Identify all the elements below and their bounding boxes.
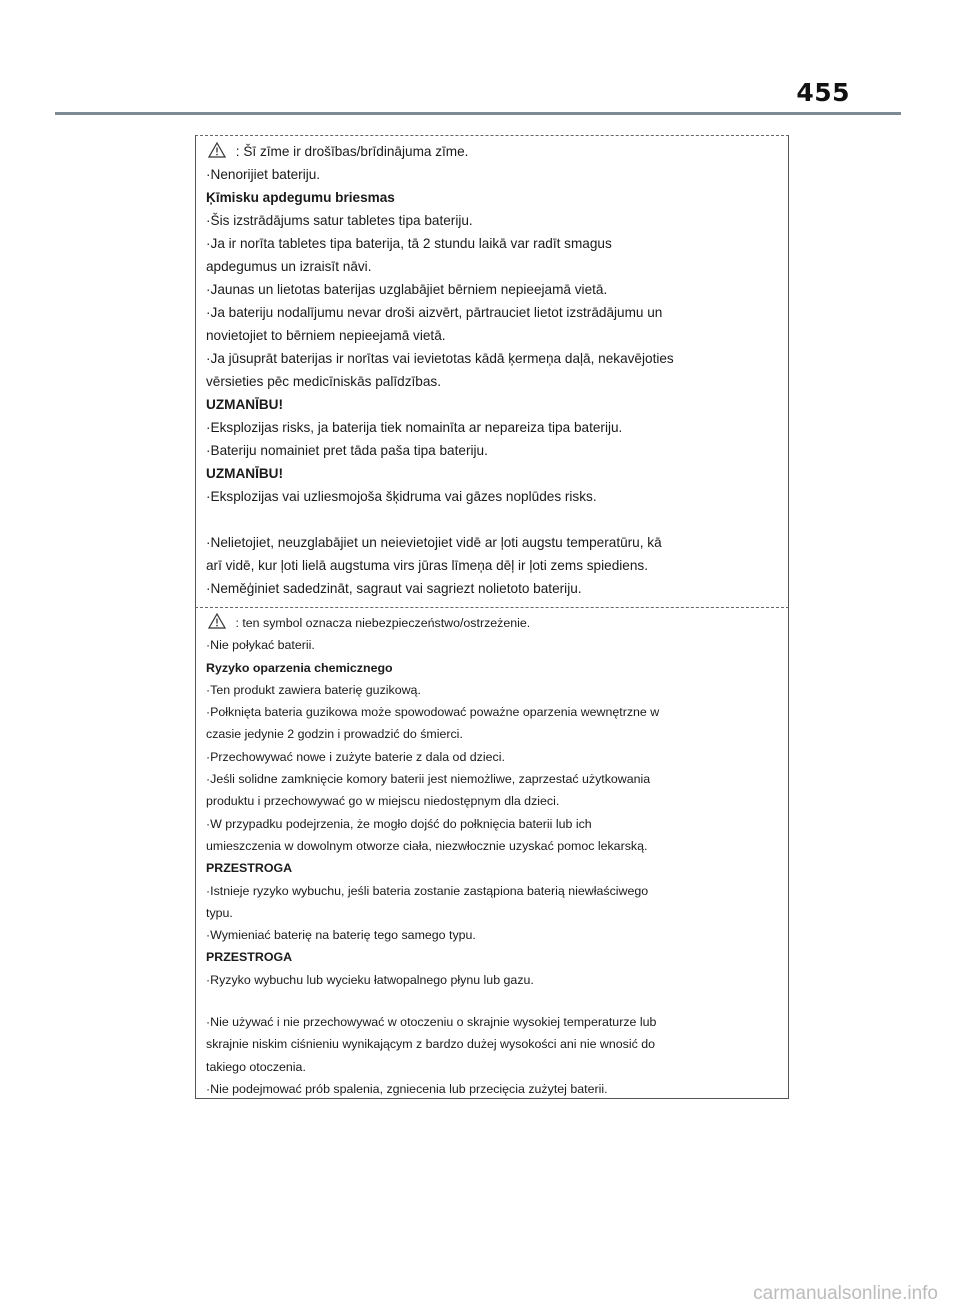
page-number: 455 — [796, 78, 850, 107]
text-line — [206, 1011, 782, 1033]
line-text: ·Bateriju nomainiet pret tāda paša tipa bateriju. — [206, 443, 488, 458]
text-line — [206, 370, 782, 393]
text-line — [206, 723, 782, 745]
line-text: ·Jaunas un lietotas baterijas uzglabājiet bērniem nepieejamā vietā. — [206, 282, 608, 297]
watermark: carmanualsonline.info — [753, 1283, 938, 1304]
text-line — [206, 880, 782, 902]
line-text: produktu i przechowywać go w miejscu niedostępnym dla dzieci. — [206, 794, 560, 809]
text-line — [206, 140, 782, 163]
line-text: ·Eksplozijas risks, ja baterija tiek nomainīta ar nepareiza tipa bateriju. — [206, 420, 623, 435]
line-text: ·Nie używać i nie przechowywać w otoczeniu o skrajnie wysokiej temperaturze lub — [206, 1015, 657, 1030]
text-line — [206, 1056, 782, 1078]
line-text: arī vidē, kur ļoti lielā augstuma virs jūras līmeņa dēļ ir ļoti zems spiediens. — [206, 558, 648, 573]
text-line — [206, 324, 782, 347]
line-text: UZMANĪBU! — [206, 466, 284, 481]
text-line — [206, 278, 782, 301]
line-text: typu. — [206, 905, 233, 920]
line-text: PRZESTROGA — [206, 861, 293, 876]
text-line — [206, 531, 782, 554]
line-text: czasie jedynie 2 godzin i prowadzić do śmierci. — [206, 727, 463, 742]
text-line — [206, 232, 782, 255]
line-text: ·Nie podejmować prób spalenia, zgniecenia lub przecięcia zużytej baterii. — [206, 1081, 608, 1096]
text-line — [206, 255, 782, 278]
line-text: takiego otoczenia. — [206, 1059, 306, 1074]
text-line — [206, 813, 782, 835]
line-text: ·Ryzyko wybuchu lub wycieku łatwopalnego płynu lub gazu. — [206, 972, 534, 987]
text-line — [206, 485, 782, 508]
line-text: novietojiet to bērniem nepieejamā vietā. — [206, 328, 446, 343]
text-line — [206, 768, 782, 790]
warning-box-latvian — [195, 135, 789, 607]
text-line — [206, 924, 782, 946]
section-heading — [206, 657, 782, 679]
text-line — [206, 1033, 782, 1055]
text-line — [206, 835, 782, 857]
warning-text-latvian — [206, 140, 782, 600]
section-heading — [206, 186, 782, 209]
text-line — [206, 969, 782, 991]
text-line — [206, 577, 782, 600]
line-text: ·Wymieniać baterię na baterię tego samego typu. — [206, 928, 476, 943]
text-line — [206, 163, 782, 186]
line-text: PRZESTROGA — [206, 950, 293, 965]
line-text: : ten symbol oznacza niebezpieczeństwo/ostrzeżenie. — [232, 616, 531, 630]
line-text: ·Ja jūsuprāt baterijas ir norītas vai ievietotas kādā ķermeņa daļā, nekavējoties — [206, 351, 674, 366]
text-line — [206, 301, 782, 324]
line-text: ·Šis izstrādājums satur tabletes tipa bateriju. — [206, 213, 473, 228]
line-text: ·Nenorijiet bateriju. — [206, 167, 321, 182]
text-line — [206, 612, 782, 634]
text-line — [206, 634, 782, 656]
line-text: ·Jeśli solidne zamknięcie komory baterii jest niemożliwe, zaprzestać użytkowania — [206, 772, 651, 787]
warning-text-polish — [206, 612, 782, 1100]
warning-triangle-icon — [208, 613, 226, 629]
text-line — [206, 439, 782, 462]
text-line — [206, 701, 782, 723]
section-heading — [206, 393, 782, 416]
text-line — [206, 416, 782, 439]
text-line — [206, 902, 782, 924]
line-text: ·Nelietojiet, neuzglabājiet un neievietojiet vidē ar ļoti augstu temperatūru, kā — [206, 535, 662, 550]
warning-triangle-icon — [208, 142, 226, 158]
text-line — [206, 347, 782, 370]
text-line — [206, 554, 782, 577]
text-line — [206, 209, 782, 232]
line-text: vērsieties pēc medicīniskās palīdzības. — [206, 374, 441, 389]
line-text: Ryzyko oparzenia chemicznego — [206, 660, 393, 675]
line-text: ·Neměģiniet sadedzināt, sagraut vai sagriezt nolietoto bateriju. — [206, 581, 582, 596]
warning-box-polish — [195, 607, 789, 1099]
line-text: apdegumus un izraisīt nāvi. — [206, 259, 372, 274]
section-heading — [206, 946, 782, 968]
line-text: ·Nie połykać baterii. — [206, 638, 315, 653]
blank-line — [206, 508, 782, 531]
line-text: ·Połknięta bateria guzikowa może spowodować poważne oparzenia wewnętrzne w — [206, 705, 660, 720]
line-text: skrajnie niskim ciśnieniu wynikającym z bardzo dużej wysokości ani nie wnosić do — [206, 1037, 656, 1052]
line-text: ·Ten produkt zawiera baterię guzikową. — [206, 682, 421, 697]
line-text: ·Istnieje ryzyko wybuchu, jeśli bateria zostanie zastąpiona baterią niewłaściwego — [206, 883, 649, 898]
section-heading — [206, 857, 782, 879]
text-line — [206, 679, 782, 701]
text-line — [206, 746, 782, 768]
line-text: ·Ja ir norīta tabletes tipa baterija, tā 2 stundu laikā var radīt smagus — [206, 236, 612, 251]
text-line — [206, 790, 782, 812]
line-text: umieszczenia w dowolnym otworze ciała, niezwłocznie uzyskać pomoc lekarską. — [206, 838, 648, 853]
section-heading — [206, 462, 782, 485]
header-rule — [55, 112, 901, 115]
line-text: ·Przechowywać nowe i zużyte baterie z dala od dzieci. — [206, 749, 505, 764]
line-text: ·Eksplozijas vai uzliesmojoša šķidruma vai gāzes noplūdes risks. — [206, 489, 597, 504]
text-line — [206, 1078, 782, 1100]
blank-line — [206, 991, 782, 1011]
line-text: UZMANĪBU! — [206, 397, 284, 412]
line-text: : Šī zīme ir drošības/brīdinājuma zīme. — [232, 144, 469, 159]
line-text: ·W przypadku podejrzenia, że mogło dojść do połknięcia baterii lub ich — [206, 816, 592, 831]
line-text: Ķīmisku apdegumu briesmas — [206, 190, 395, 205]
line-text: ·Ja bateriju nodalījumu nevar droši aizvērt, pārtrauciet lietot izstrādājumu un — [206, 305, 663, 320]
